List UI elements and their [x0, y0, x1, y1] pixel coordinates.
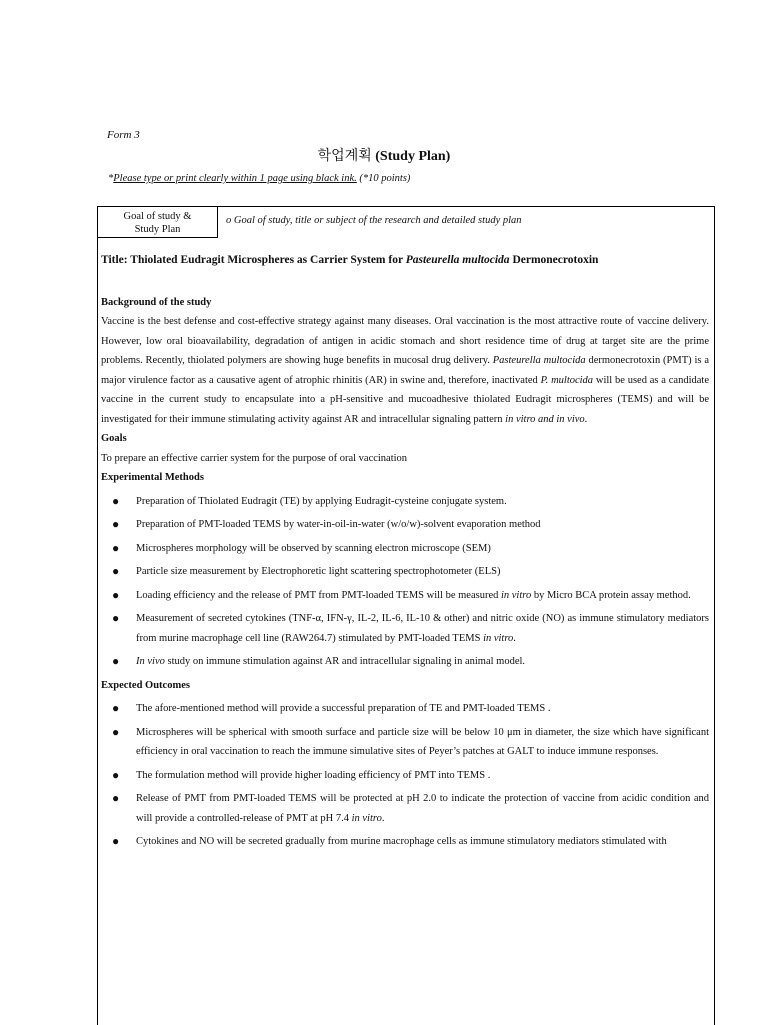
bullet-icon: ●	[112, 724, 120, 739]
background-text-2: dermonecrotoxin (PMT) is a major virulence factor as a causative agent of atrophic rhinitis (AR) in swine and, therefore, inactivated	[101, 355, 710, 386]
method-text: Measurement of secreted cytokines (TNF-α, IFN-γ, IL-2, IL-6, IL-10 & other) and nitric oxide (NO) as immune stimulatory mediators from murine macrophage cell line (RAW264.7) stimulated by PMT-loaded TEMS	[136, 613, 709, 644]
page-title-english: (Study Plan)	[375, 149, 451, 164]
instruction-line	[108, 173, 410, 184]
goals-heading: Goals	[101, 433, 127, 444]
list-item	[101, 832, 709, 852]
instruction-text: Please type or print clearly within 1 page using black ink.	[113, 173, 357, 184]
list-item	[101, 562, 709, 582]
goal-description: o Goal of study, title or subject of the research and detailed study plan	[226, 215, 522, 226]
methods-list	[101, 492, 709, 672]
method-text: Preparation of PMT-loaded TEMS by water-in-oil-in-water (w/o/w)-solvent evaporation method	[136, 519, 541, 530]
form-number-label: Form 3	[107, 129, 140, 141]
method-italic: in vitro	[483, 632, 514, 644]
outcomes-list	[101, 699, 709, 852]
research-title-organism: Pasteurella multocida	[405, 254, 510, 266]
method-text: by Micro BCA protein assay method.	[531, 589, 691, 601]
list-item	[101, 789, 709, 828]
instruction-points: (*10 points)	[356, 173, 411, 184]
background-paragraph	[101, 312, 709, 429]
bullet-icon: ●	[112, 767, 120, 782]
instruction-asterisk: *	[108, 173, 114, 184]
list-item	[101, 723, 709, 762]
outcome-text: The afore-mentioned method will provide a successful preparation of TE and PMT-loaded TEMS .	[136, 703, 551, 714]
outcome-text: Microspheres will be spherical with smooth surface and particle size will be below 10 μm in diameter, the size which have significant efficiency in oral vaccination to reach the immune simulative sites of Peyer’s patches at GALT to induce immune responses.	[136, 726, 709, 757]
study-plan-table	[97, 206, 715, 1025]
study-plan-content	[101, 251, 709, 856]
bullet-icon: ●	[112, 540, 120, 555]
outcome-text: Cytokines and NO will be secreted gradually from murine macrophage cells as immune stimulatory mediators stimulated with	[136, 836, 667, 847]
method-italic: in vitro	[500, 589, 532, 601]
bullet-icon: ●	[112, 493, 120, 508]
list-item	[101, 652, 709, 672]
outcome-text: .	[381, 812, 385, 824]
method-text: Microspheres morphology will be observed by scanning electron microscope (SEM)	[136, 542, 491, 554]
background-italic-1: Pasteurella multocida	[492, 355, 586, 366]
method-text: Loading efficiency and the release of PMT from PMT-loaded TEMS will be measured	[136, 589, 501, 601]
outcome-text: Release of PMT from PMT-loaded TEMS will be protected at pH 2.0 to indicate the protection of vaccine from acidic condition and will provide a controlled-release of PMT at pH 7.4	[136, 793, 709, 824]
background-text-3: will be used as a candidate vaccine in the current study to encapsulate into a pH-sensitive and mucoadhesive thiolated Eudragit microspheres (TEMS) and will be investigated for their immune stimulating activity against AR and intracellular signaling pattern	[101, 374, 709, 425]
goal-label-line2: Study Plan	[134, 224, 181, 235]
bullet-icon: ●	[112, 587, 120, 602]
research-title-prefix: Title: Thiolated Eudragit Microspheres as Carrier System for	[101, 254, 406, 266]
method-text: study on immune stimulation against AR and intracellular signaling in animal model.	[164, 656, 526, 667]
research-title	[101, 251, 709, 271]
bullet-icon: ●	[112, 564, 120, 578]
outcomes-heading: Expected Outcomes	[101, 679, 190, 691]
goals-text: To prepare an effective carrier system for the purpose of oral vaccination	[101, 452, 408, 464]
bullet-icon: ●	[112, 701, 120, 715]
bullet-icon: ●	[112, 654, 120, 668]
list-item	[101, 609, 709, 648]
background-italic-3: in vitro and in vivo	[505, 413, 585, 425]
background-italic-2: P. multocida	[540, 374, 594, 386]
bullet-icon: ●	[112, 517, 120, 531]
method-text: .	[513, 632, 516, 644]
background-heading: Background of the study	[101, 296, 212, 308]
list-item	[101, 515, 709, 535]
method-italic: In vivo	[136, 656, 165, 667]
goal-label-line1: Goal of study &	[123, 211, 192, 222]
list-item	[101, 539, 709, 559]
bullet-icon: ●	[112, 611, 120, 625]
outcome-text: The formulation method will provide higher loading efficiency of PMT into TEMS .	[136, 769, 491, 781]
methods-heading: Experimental Methods	[101, 472, 204, 483]
bullet-icon: ●	[112, 834, 120, 848]
outcome-italic: in vitro	[351, 812, 382, 824]
list-item	[101, 699, 709, 719]
page-title-korean: 학업계획	[317, 149, 372, 164]
bullet-icon: ●	[112, 791, 120, 805]
page-title	[0, 145, 768, 165]
list-item	[101, 766, 709, 786]
list-item	[101, 492, 709, 512]
background-text-4: .	[584, 413, 588, 425]
list-item	[101, 586, 709, 606]
method-text: Particle size measurement by Electrophoretic light scattering spectrophotometer (ELS)	[136, 566, 501, 577]
method-text: Preparation of Thiolated Eudragit (TE) by applying Eudragit-cysteine conjugate system.	[136, 495, 507, 507]
research-title-suffix: Dermonecrotoxin	[509, 254, 599, 266]
background-text-1: Vaccine is the best defense and cost-effective strategy against many diseases. Oral vaccination is the most attractive route of vaccine delivery. However, low oral bioavailability, degradation of antigen in acidic stomach and short residence time of drug at target site are the prime problems. Recently, thiolated polymers are showing huge benefits in mucosal drug delivery.	[101, 316, 709, 366]
goal-label-cell	[98, 207, 218, 238]
